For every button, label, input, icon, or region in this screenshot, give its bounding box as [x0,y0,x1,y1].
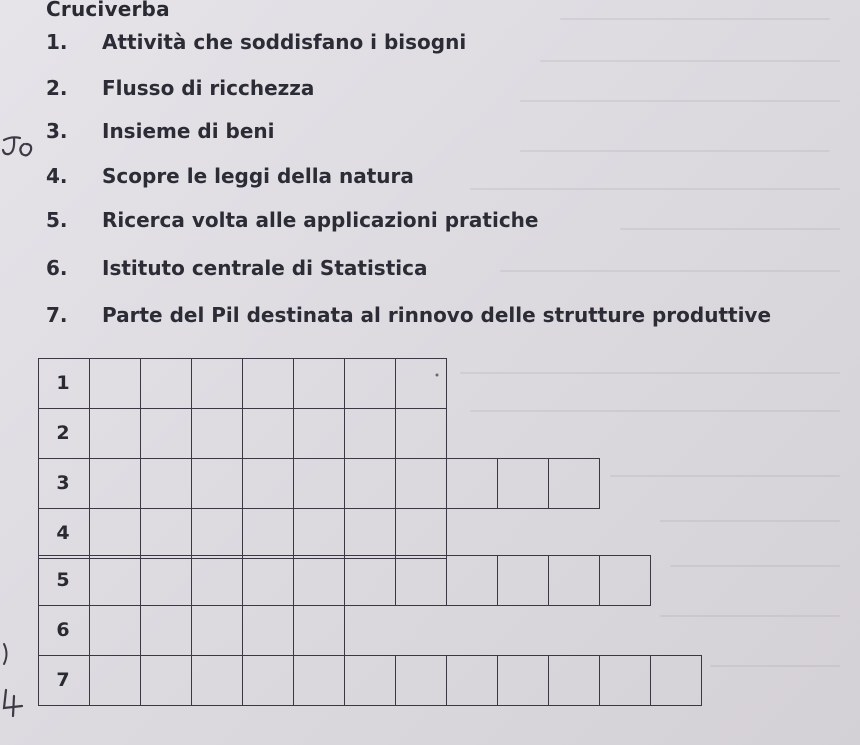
grid-cell[interactable] [191,358,243,409]
grid-cell[interactable] [395,458,447,509]
grid-cell[interactable] [293,555,345,606]
grid-cell[interactable] [344,655,396,706]
grid-cell[interactable] [395,655,447,706]
grid-cell[interactable] [191,458,243,509]
grid-cell[interactable] [140,508,192,559]
clue-number: 1. [46,30,68,54]
clue-number: 7. [46,303,68,327]
grid-cell[interactable] [242,508,294,559]
grid-cell[interactable] [191,508,243,559]
grid-cell[interactable] [293,655,345,706]
grid-cell[interactable] [446,458,498,509]
grid-cell[interactable] [548,458,600,509]
grid-cell[interactable] [242,408,294,459]
grid-cell[interactable] [395,508,447,559]
row-number-label: 4 [56,522,70,544]
clue-text: Attività che soddisfano i bisogni [102,30,467,54]
grid-cell[interactable] [497,655,549,706]
grid-cell[interactable] [242,605,294,656]
grid-cell[interactable] [395,555,447,606]
grid-cell[interactable] [497,458,549,509]
grid-cell[interactable] [344,555,396,606]
grid-cell[interactable] [293,605,345,656]
grid-cell[interactable] [89,655,141,706]
grid-cell[interactable] [650,655,702,706]
clue-text: Parte del Pil destinata al rinnovo delle strutture produttive [102,303,772,327]
grid-cell[interactable] [293,358,345,409]
page-title: Cruciverba [46,0,170,21]
grid-cell[interactable] [140,605,192,656]
grid-cell[interactable] [140,555,192,606]
grid-cell[interactable] [344,408,396,459]
grid-cell[interactable] [344,358,396,409]
grid-cell[interactable] [242,358,294,409]
grid-cell[interactable] [89,408,141,459]
clue-text: Scopre le leggi della natura [102,164,414,188]
clue-text: Istituto centrale di Statistica [102,256,428,280]
grid-cell[interactable] [140,358,192,409]
grid-cell[interactable] [548,555,600,606]
grid-cell[interactable] [446,555,498,606]
grid-cell[interactable] [599,655,651,706]
clue-number: 3. [46,119,68,143]
grid-cell[interactable] [242,458,294,509]
row-number-label: 5 [56,569,70,591]
grid-cell[interactable] [242,655,294,706]
row-number-label: 2 [56,422,70,444]
clue-number: 5. [46,208,68,232]
grid-cell[interactable] [395,358,447,409]
clue-text: Flusso di ricchezza [102,76,315,100]
grid-cell[interactable] [89,458,141,509]
row-number-label: 7 [56,669,70,691]
clue-number: 6. [46,256,68,280]
grid-cell[interactable] [548,655,600,706]
grid-cell[interactable] [344,458,396,509]
grid-cell[interactable] [497,555,549,606]
grid-cell[interactable] [395,408,447,459]
row-number-label: 1 [56,372,70,394]
grid-cell[interactable] [191,555,243,606]
grid-cell[interactable] [89,605,141,656]
grid-cell[interactable] [293,408,345,459]
grid-cell[interactable] [446,655,498,706]
grid-cell[interactable] [140,458,192,509]
clue-number: 4. [46,164,68,188]
grid-cell[interactable] [191,605,243,656]
pencil-mark [430,368,444,382]
grid-cell[interactable] [89,358,141,409]
grid-cell[interactable] [191,655,243,706]
clue-text: Insieme di beni [102,119,275,143]
grid-cell[interactable] [344,508,396,559]
clue-number: 2. [46,76,68,100]
row-number-label: 3 [56,472,70,494]
grid-cell[interactable] [191,408,243,459]
grid-cell[interactable] [242,555,294,606]
grid-cell[interactable] [599,555,651,606]
grid-cell[interactable] [140,408,192,459]
grid-cell[interactable] [89,508,141,559]
grid-cell[interactable] [89,555,141,606]
clue-text: Ricerca volta alle applicazioni pratiche [102,208,539,232]
row-number-label: 6 [56,619,70,641]
grid-cell[interactable] [293,458,345,509]
grid-cell[interactable] [140,655,192,706]
grid-cell[interactable] [293,508,345,559]
